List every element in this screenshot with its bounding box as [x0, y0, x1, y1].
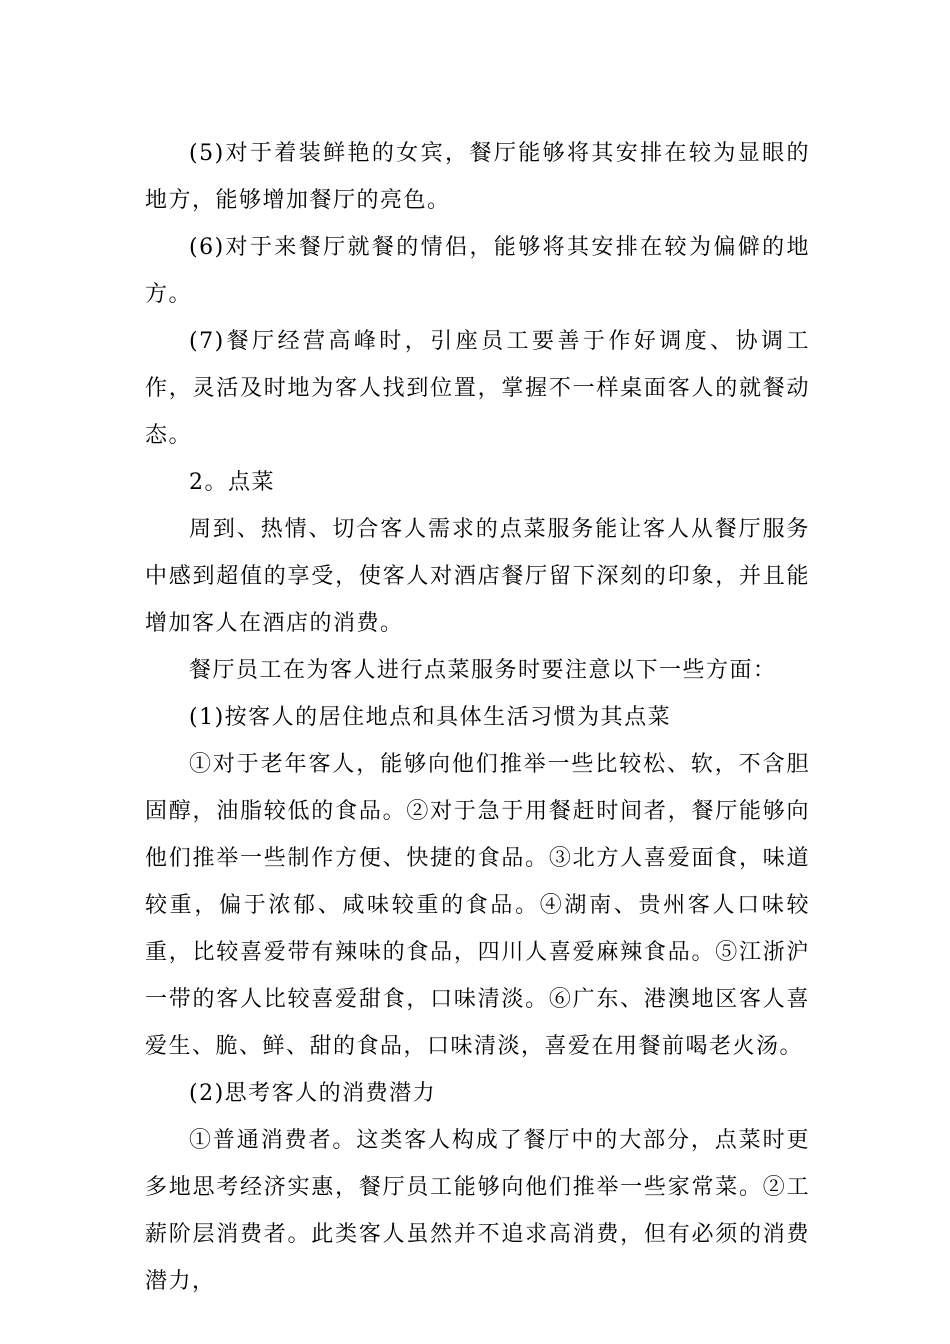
paragraph-consumer-types: ①普通消费者。这类客人构成了餐厅中的大部分，点菜时更多地思考经济实惠，餐厅员工能够向他们推举一些家常菜。②工薪阶层消费者。此类客人虽然并不追求高消费，但有必须的消费潜力， [145, 1128, 810, 1294]
paragraph-ordering-notes: 餐厅员工在为客人进行点菜服务时要注意以下一些方面： [189, 658, 777, 683]
paragraph-seating-5: (5)对于着装鲜艳的女宾，餐厅能够将其安排在较为显眼的地方，能够增加餐厅的亮色。 [145, 141, 810, 213]
document-body [145, 130, 810, 1305]
paragraph-ordering-habits: ①对于老年客人，能够向他们推举一些比较松、软，不含胆固醇，油脂较低的食品。②对于急于用餐赶时间者，餐厅能够向他们推举一些制作方便、快捷的食品。③北方人喜爱面食，味道较重，偏于浓郁、咸味较重的食品。④湖南、贵州客人口味较重，比较喜爱带有辣味的食品，四川人喜爱麻辣食品。⑤江浙沪一带的客人比较喜爱甜食，口味清淡。⑥广东、港澳地区客人喜爱生、脆、鲜、甜的食品，口味清淡，喜爱在用餐前喝老火汤。 [145, 752, 810, 1059]
subheading-ordering-1: (1)按客人的居住地点和具体生活习惯为其点菜 [189, 705, 672, 730]
subheading-ordering-2: (2)思考客人的消费潜力 [189, 1081, 437, 1106]
paragraph-ordering-intro: 周到、热情、切合客人需求的点菜服务能让客人从餐厅服务中感到超值的享受，使客人对酒店餐厅留下深刻的印象，并且能增加客人在酒店的消费。 [145, 517, 810, 636]
paragraph-seating-6: (6)对于来餐厅就餐的情侣，能够将其安排在较为偏僻的地方。 [145, 235, 810, 307]
section-heading-ordering: 2。点菜 [189, 470, 275, 495]
paragraph-seating-7: (7)餐厅经营高峰时，引座员工要善于作好调度、协调工作，灵活及时地为客人找到位置，掌握不一样桌面客人的就餐动态。 [145, 329, 810, 448]
